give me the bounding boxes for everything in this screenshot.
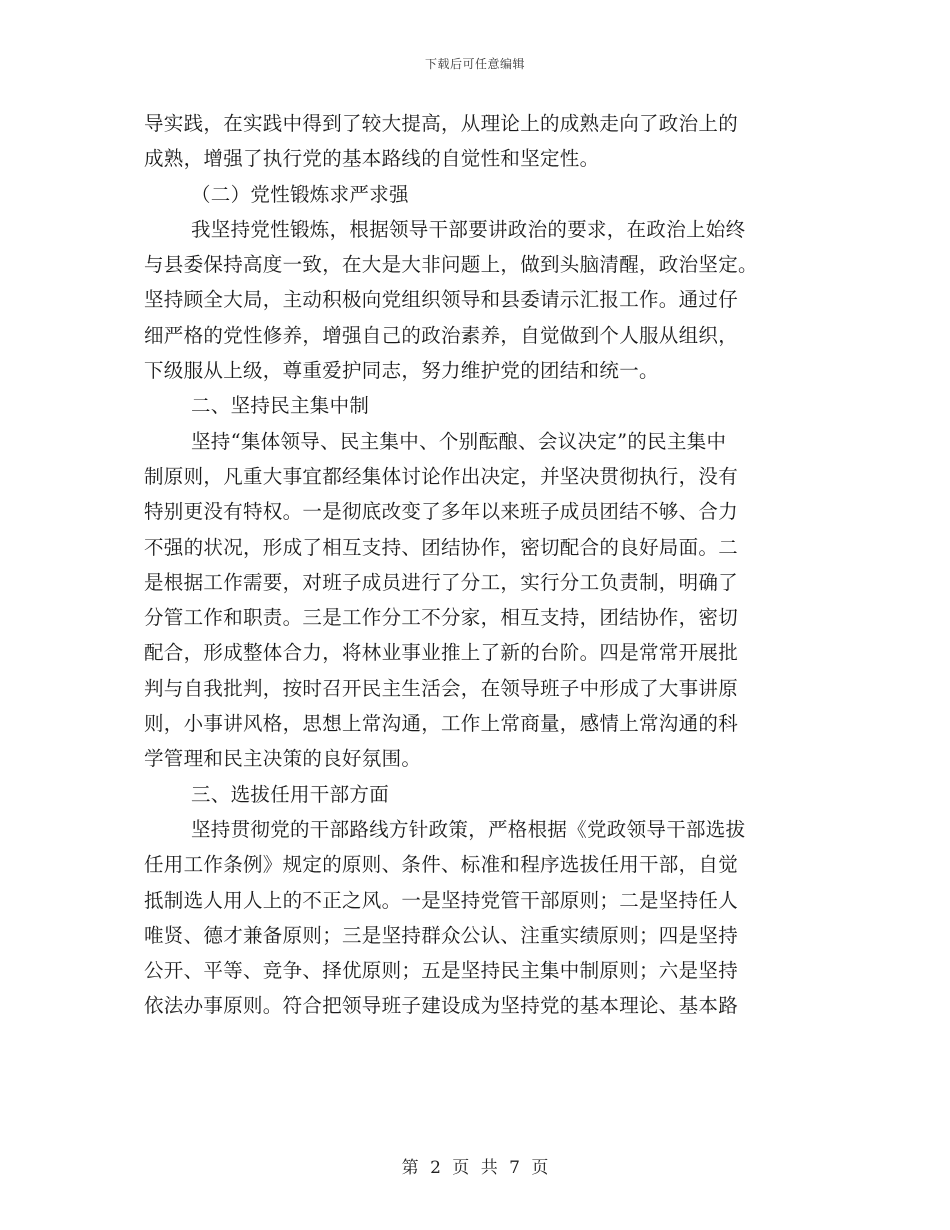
text-line: 分管工作和职责。三是工作分工不分家，相互支持，团结协作，密切 xyxy=(144,606,739,630)
text-line: 公开、平等、竞争、择优原则；五是坚持民主集中制原则；六是坚持 xyxy=(144,959,739,983)
text-line: 任用工作条例》规定的原则、条件、标准和程序选拔任用干部，自觉 xyxy=(144,853,739,877)
text-line: 细严格的党性修养，增强自己的政治素养，自觉做到个人服从组织， xyxy=(144,323,739,347)
text-line: 判与自我批判，按时召开民主生活会，在领导班子中形成了大事讲原 xyxy=(144,676,739,700)
text-line: （二）党性锻炼求严求强 xyxy=(191,182,409,206)
text-line: 二、坚持民主集中制 xyxy=(191,394,370,418)
text-line: 配合，形成整体合力，将林业事业推上了新的台阶。四是常常开展批 xyxy=(144,641,739,665)
text-line: 导实践，在实践中得到了较大提高，从理论上的成熟走向了政治上的 xyxy=(144,112,739,135)
page-footer: 第 2 页 共 7 页 xyxy=(401,1158,549,1178)
text-line: 下级服从上级，尊重爱护同志，努力维护党的团结和统一。 xyxy=(144,359,659,383)
text-line: 成熟，增强了执行党的基本路线的自觉性和坚定性。 xyxy=(144,147,600,171)
text-line: 三、选拔任用干部方面 xyxy=(191,782,390,806)
text-line: 我坚持党性锻炼，根据领导干部要讲政治的要求，在政治上始终 xyxy=(191,217,746,241)
page-header: 下载后可任意编辑 xyxy=(424,57,525,71)
text-line: 唯贤、德才兼备原则；三是坚持群众公认、注重实绩原则；四是坚持 xyxy=(144,923,739,947)
text-line: 依法办事原则。符合把领导班子建设成为坚持党的基本理论、基本路 xyxy=(144,994,739,1018)
text-line: 坚持贯彻党的干部路线方针政策，严格根据《党政领导干部选拔 xyxy=(191,817,746,841)
text-line: 与县委保持高度一致，在大是大非问题上，做到头脑清醒，政治坚定。 xyxy=(144,253,758,277)
text-line: 是根据工作需要，对班子成员进行了分工，实行分工负责制，明确了 xyxy=(144,570,739,594)
text-line: 特别更没有特权。一是彻底改变了多年以来班子成员团结不够、合力 xyxy=(144,500,739,524)
text-line: 坚持顾全大局，主动积极向党组织领导和县委请示汇报工作。通过仔 xyxy=(144,288,739,312)
text-line: 不强的状况，形成了相互支持、团结协作，密切配合的良好局面。二 xyxy=(144,535,739,559)
text-line: 坚持“集体领导、民主集中、个别酝酿、会议决定”的民主集中 xyxy=(191,429,727,453)
text-line: 抵制选人用人上的不正之风。一是坚持党管干部原则；二是坚持任人 xyxy=(144,888,739,912)
text-line: 制原则，凡重大事宜都经集体讨论作出决定，并坚决贯彻执行，没有 xyxy=(144,464,739,488)
text-line: 则，小事讲风格，思想上常沟通，工作上常商量，感情上常沟通的科 xyxy=(144,712,739,736)
body-text xyxy=(144,106,809,1024)
text-line: 学管理和民主决策的良好氛围。 xyxy=(144,747,422,771)
